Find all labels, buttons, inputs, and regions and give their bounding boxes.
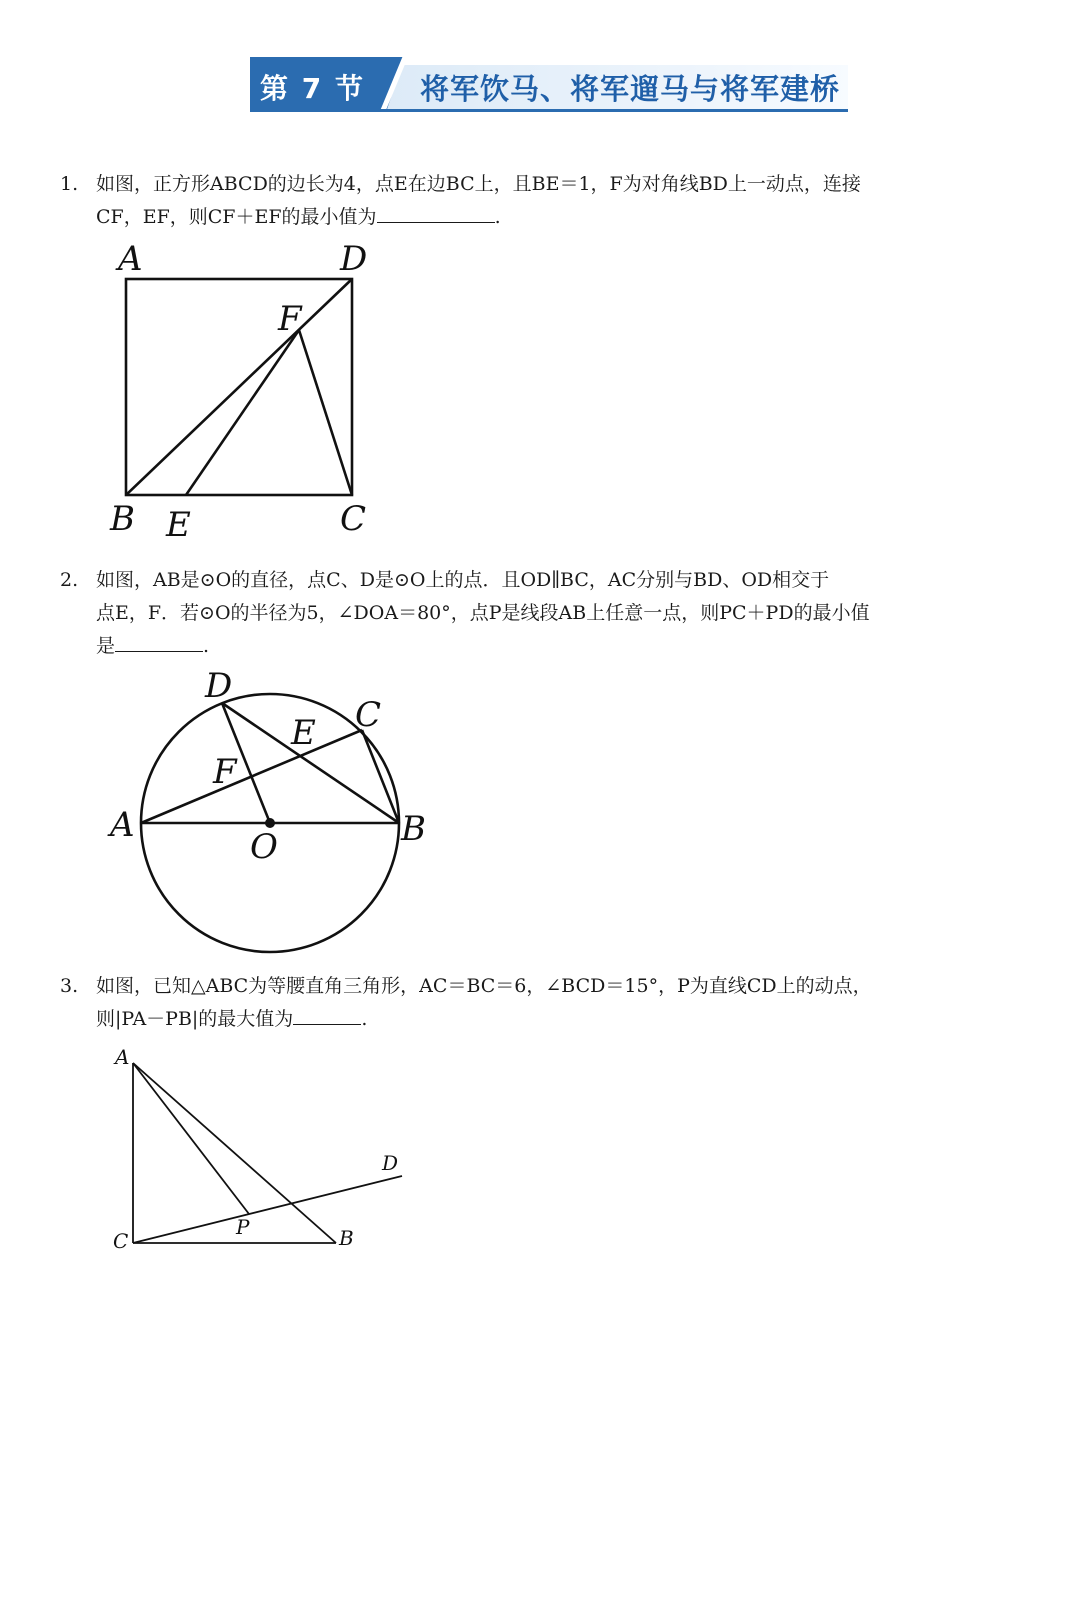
- label-e: E: [291, 713, 316, 753]
- question-number: 1.: [60, 173, 79, 195]
- question-text-line: CF，EF，则CF＋EF的最小值为: [96, 206, 377, 228]
- label-d: D: [340, 239, 368, 279]
- label-b: B: [110, 499, 135, 539]
- label-d: D: [205, 666, 233, 706]
- label-f: F: [213, 752, 237, 792]
- end-punctuation: .: [203, 635, 210, 657]
- label-b: B: [401, 809, 426, 849]
- label-b: B: [339, 1226, 354, 1250]
- label-c: C: [355, 695, 382, 735]
- label-a: A: [110, 805, 135, 845]
- question-number: 2.: [60, 569, 79, 591]
- label-f: F: [278, 299, 302, 339]
- label-a: A: [118, 239, 143, 279]
- label-d: D: [382, 1151, 399, 1175]
- label-p: P: [236, 1215, 250, 1239]
- question-text-line: 点E，F．若⊙O的半径为5，∠DOA＝80°，点P是线段AB上任意一点，则PC＋PD的最小值: [96, 602, 870, 624]
- question-text-line: 如图，正方形ABCD的边长为4，点E在边BC上，且BE＝1，F为对角线BD上一动点，连接: [96, 173, 861, 195]
- question-text-line: 则|PA－PB|的最大值为: [96, 1008, 294, 1030]
- side-ab: [133, 1063, 336, 1243]
- label-a: A: [115, 1045, 130, 1069]
- question-text-line: 如图，AB是⊙O的直径，点C、D是⊙O上的点．且OD∥BC，AC分别与BD、OD相交于: [96, 569, 830, 591]
- question-number: 3.: [60, 975, 79, 997]
- question-text-line: 是: [96, 635, 116, 657]
- question-text-line: 如图，已知△ABC为等腰直角三角形，AC＝BC＝6，∠BCD＝15°，P为直线CD上的动点，: [96, 975, 872, 997]
- line-cd: [133, 1176, 402, 1243]
- segment-pa: [133, 1063, 249, 1214]
- label-e: E: [166, 505, 191, 545]
- section-label: 第 7 节: [260, 72, 365, 105]
- end-punctuation: .: [361, 1008, 368, 1030]
- section-title: 将军饮马、将军遛马与将军建桥: [420, 72, 841, 106]
- label-o: O: [250, 827, 278, 867]
- label-c: C: [340, 499, 367, 539]
- label-c: C: [113, 1229, 129, 1253]
- end-punctuation: .: [494, 206, 501, 228]
